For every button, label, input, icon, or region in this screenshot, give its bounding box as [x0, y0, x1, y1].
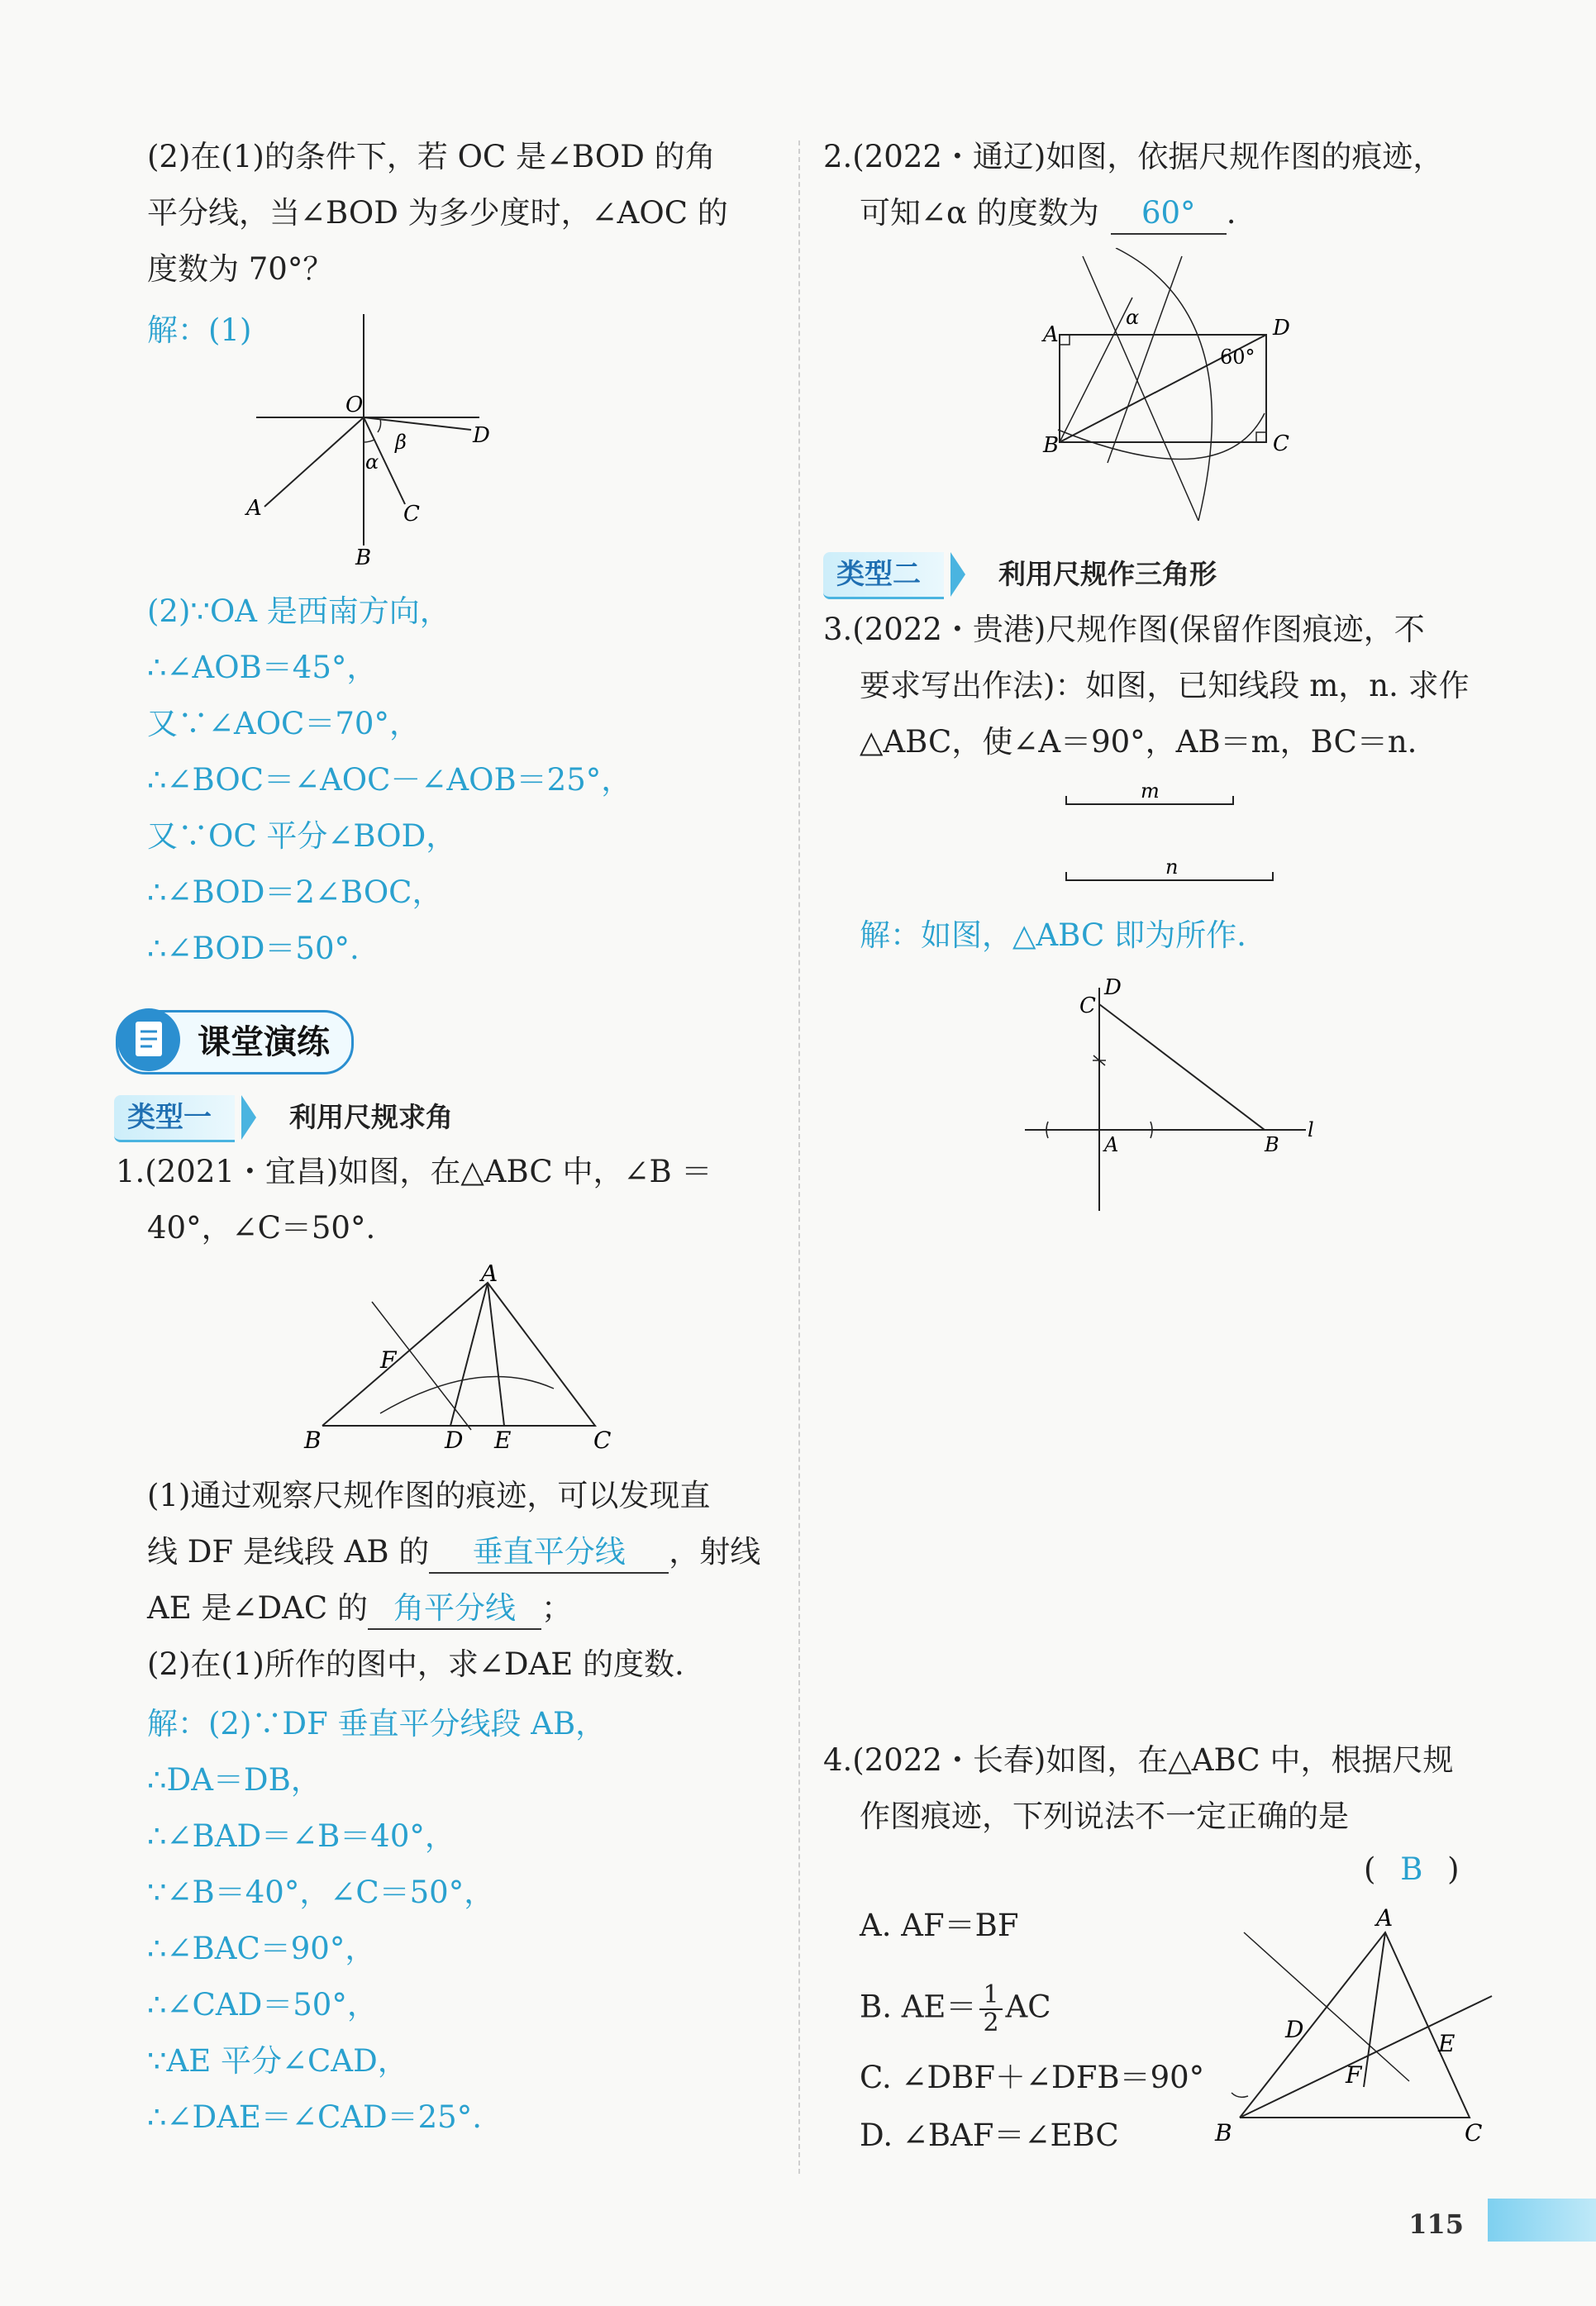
q4-option-d: D. ∠BAF＝∠EBC: [860, 2118, 1119, 2153]
fig2-label-d: D: [445, 1427, 464, 1454]
fig2-label-f: F: [380, 1346, 397, 1374]
fig4-label-l: l: [1308, 1118, 1314, 1141]
fig5-label-d: D: [1285, 2016, 1304, 2043]
fraction-denominator: 2: [983, 2008, 999, 2037]
fig4-label-d: D: [1104, 975, 1122, 1000]
q1-part1-line2-text-a: 线 DF 是线段 AB 的: [147, 1534, 430, 1570]
figure-triangle-abc: [298, 1265, 628, 1455]
fig1-label-beta: β: [395, 431, 407, 454]
section-title: 课堂演练: [116, 1010, 354, 1074]
q4-paren-open: (: [1364, 1851, 1376, 1887]
page-number-bar: [1488, 2199, 1596, 2242]
fig1-label-alpha: α: [365, 450, 379, 474]
q2-right-line1: 2.(2022・通辽)如图，依据尺规作图的痕迹，: [823, 139, 1444, 174]
fig2-label-a: A: [481, 1265, 498, 1287]
q4-line1: 4.(2022・长春)如图，在△ABC 中，根据尺规: [823, 1742, 1454, 1778]
fig5-label-b: B: [1215, 2119, 1232, 2146]
q2-right-line2-text-a: 可知∠α 的度数为: [860, 195, 1099, 231]
q2-solution-line-7: ∴∠BOD＝50°.: [147, 931, 360, 966]
fig2-label-c: C: [593, 1427, 612, 1454]
q2-solution-line-3: 又∵∠AOC＝70°，: [147, 706, 420, 741]
q2-solution-line-5: 又∵OC 平分∠BOD，: [147, 818, 457, 854]
fig5-label-e: E: [1438, 2030, 1455, 2057]
fig4-label-c: C: [1079, 993, 1096, 1018]
q3-line3: △ABC，使∠A＝90°，AB＝m，BC＝n.: [860, 724, 1417, 760]
type1-badge: 类型一: [114, 1095, 235, 1142]
q3-solution: 解：如图，△ABC 即为所作.: [860, 917, 1246, 953]
q1-part1-line3-text-b: ；: [541, 1590, 572, 1626]
q1-solution-line-5: ∴∠BAC＝90°，: [147, 1931, 376, 1966]
q1-line1: 1.(2021・宜昌)如图，在△ABC 中，∠B ＝: [116, 1154, 712, 1189]
fig5-label-a: A: [1376, 1904, 1394, 1932]
q1-part1-line3-text-a: AE 是∠DAC 的: [147, 1590, 368, 1626]
fig2-label-b: B: [304, 1427, 322, 1454]
type2-badge-tail: [950, 552, 965, 597]
q2-solution-line-2: ∴∠AOB＝45°，: [147, 650, 378, 685]
fig5-label-f: F: [1346, 2061, 1362, 2089]
q2-part2-line3: 度数为 70°？: [147, 251, 334, 287]
q1-solution-line-3: ∴∠BAD＝∠B＝40°，: [147, 1818, 455, 1854]
answer-blank-perpendicular-bisector: 垂直平分线: [429, 1532, 669, 1574]
q1-solution-line-2: ∴DA＝DB，: [147, 1762, 322, 1798]
notebook-icon: [117, 1008, 180, 1071]
figure-angle-directions: [240, 306, 512, 570]
q4-line2: 作图痕迹，下列说法不一定正确的是: [860, 1799, 1349, 1834]
q4-option-b: [860, 1982, 1051, 2037]
q2-right-line2-text-b: .: [1226, 195, 1236, 231]
q1-part1-line1: (1)通过观察尺规作图的痕迹，可以发现直: [147, 1478, 711, 1513]
fig3-label-a: A: [1043, 322, 1059, 347]
q4-answer: B: [1400, 1851, 1423, 1887]
q3-line2: 要求写出作法)：如图，已知线段 m，n. 求作: [860, 668, 1470, 703]
figure-segments-mn: [1058, 781, 1289, 897]
q1-part1-line2-text-b: ，射线: [669, 1534, 761, 1570]
type2-title: 利用尺规作三角形: [998, 558, 1217, 590]
q4-option-b-prefix: B. AE＝: [860, 1989, 977, 2025]
fig3-label-d: D: [1273, 316, 1290, 341]
fig4-label-b: B: [1265, 1133, 1279, 1156]
q1-part1-line2: [147, 1532, 760, 1574]
answer-blank-angle-bisector: 角平分线: [368, 1589, 541, 1630]
q2-part2-line1: (2)在(1)的条件下，若 OC 是∠BOD 的角: [147, 139, 716, 174]
figure-rectangle-abcd: [1033, 248, 1298, 537]
fraction-numerator: 1: [979, 1982, 1002, 2010]
fig1-label-b: B: [355, 546, 372, 570]
figure-triangle-abc-2: [1207, 1901, 1504, 2149]
q2-part2-line2: 平分线，当∠BOD 为多少度时，∠AOC 的: [147, 195, 728, 231]
q1-solution-line-4: ∵∠B＝40°，∠C＝50°，: [147, 1875, 495, 1910]
q3-line1: 3.(2022・贵港)尺规作图(保留作图痕迹，不: [823, 612, 1425, 647]
page-number: 115: [1408, 2208, 1464, 2240]
q4-option-c: C. ∠DBF＋∠DFB＝90°: [860, 2060, 1205, 2095]
q4-answer-bracket: [1364, 1850, 1460, 1889]
segment-m-label: m: [1141, 781, 1160, 803]
q4-option-a: A. AF＝BF: [860, 1908, 1019, 1943]
fig3-label-c: C: [1273, 431, 1289, 456]
column-divider: [798, 141, 800, 2174]
segment-n-label: n: [1165, 855, 1179, 879]
q2-solution-line-1: (2)∵OA 是西南方向，: [147, 593, 450, 629]
q2-solution-label: 解：(1): [147, 312, 252, 348]
q1-part1-line3: [147, 1589, 572, 1630]
fig2-label-e: E: [494, 1427, 512, 1454]
fraction-one-half: [979, 1982, 1002, 2037]
type1-badge-tail: [241, 1095, 256, 1140]
fig1-label-a: A: [246, 496, 262, 521]
q4-option-b-suffix: AC: [1005, 1989, 1051, 2025]
fig1-label-o: O: [345, 393, 364, 417]
q2-solution-line-6: ∴∠BOD＝2∠BOC，: [147, 874, 443, 910]
type1-title: 利用尺规求角: [289, 1101, 453, 1133]
fig3-label-b: B: [1043, 433, 1060, 458]
q4-paren-close: ): [1447, 1851, 1460, 1887]
figure-right-triangle-construction: [1017, 971, 1331, 1219]
q1-solution-line-7: ∵AE 平分∠CAD，: [147, 2043, 408, 2079]
type2-badge: 类型二: [823, 552, 944, 599]
fig4-label-a: A: [1104, 1133, 1119, 1156]
q1-solution-line-6: ∴∠CAD＝50°，: [147, 1987, 378, 2023]
fig3-label-alpha: α: [1126, 306, 1140, 329]
q1-line2: 40°，∠C＝50°.: [147, 1210, 376, 1246]
q2-right-line2: [860, 193, 1236, 235]
q1-solution-line-8: ∴∠DAE＝∠CAD＝25°.: [147, 2099, 482, 2135]
fig1-label-c: C: [403, 502, 420, 526]
answer-blank-alpha: 60°: [1111, 193, 1227, 235]
q2-solution-line-4: ∴∠BOC＝∠AOC－∠AOB＝25°，: [147, 762, 632, 798]
fig5-label-c: C: [1465, 2119, 1483, 2146]
fig1-label-d: D: [473, 423, 490, 448]
q1-solution-line-1: 解：(2)∵DF 垂直平分线段 AB，: [147, 1706, 607, 1741]
q1-part2: (2)在(1)所作的图中，求∠DAE 的度数.: [147, 1646, 684, 1682]
fig3-label-angle: 60°: [1220, 345, 1255, 369]
